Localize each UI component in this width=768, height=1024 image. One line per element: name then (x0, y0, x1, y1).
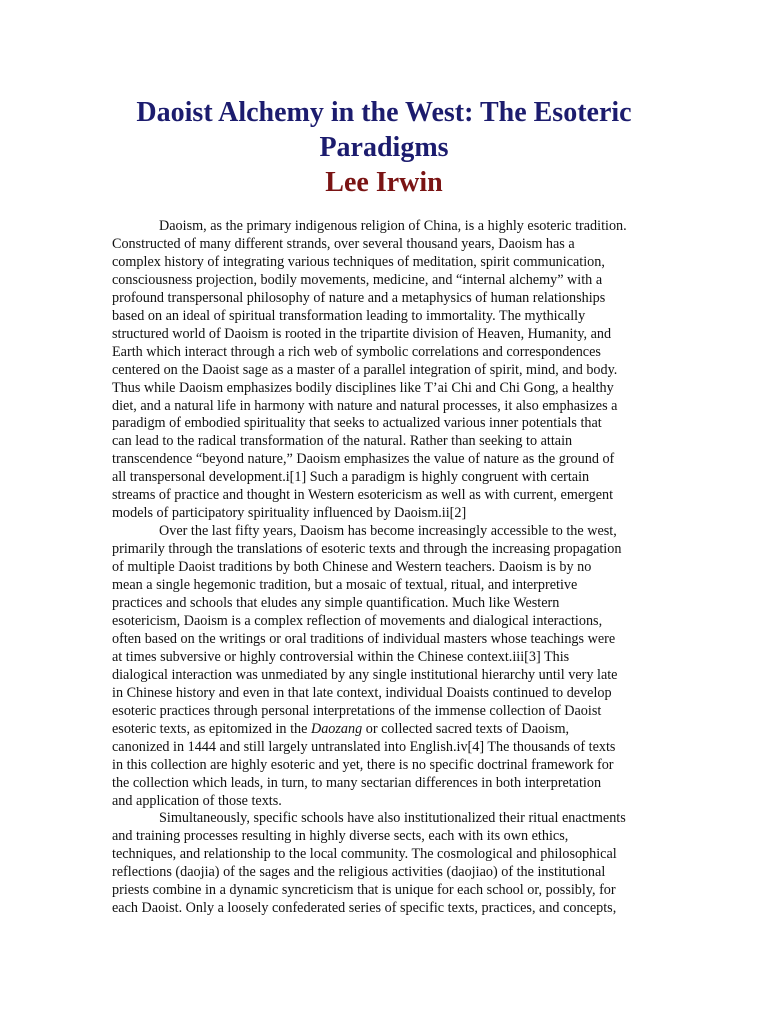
text-line: in Chinese history and even in that late context, individual Doaists continued to develop (112, 684, 612, 701)
text-line: dialogical interaction was unmediated by any single institutional hierarchy until very late (112, 666, 618, 683)
paragraph-1 (112, 218, 660, 523)
text-line: diet, and a natural life in harmony with nature and natural processes, it also emphasizes a (112, 397, 618, 414)
text-line: models of participatory spirituality influenced by Daoism.ii[2] (112, 505, 467, 522)
italic-title: Daozang (310, 720, 363, 737)
document-title-line-1: Daoist Alchemy in the West: The Esoteric (136, 97, 632, 128)
text-line: consciousness projection, bodily movements, medicine, and “internal alchemy” with a (112, 271, 603, 288)
author-name: Lee Irwin (325, 167, 443, 198)
text-line: techniques, and relationship to the local community. The cosmological and philosophical (112, 846, 617, 863)
text-line: reflections (daojia) of the sages and the religious activities (daojiao) of the institutional (112, 864, 606, 881)
text-line: each Daoist. Only a loosely confederated series of specific texts, practices, and concepts, (112, 900, 617, 917)
document-title-line-2: Paradigms (319, 132, 449, 163)
text-line: in this collection are highly esoteric and yet, there is no specific doctrinal framework for (112, 756, 614, 773)
text-line: often based on the writings or oral traditions of individual masters whose teachings were (112, 630, 616, 647)
text-line: centered on the Daoist sage as a master of a parallel integration of spirit, mind, and body. (112, 361, 618, 378)
text-line: of multiple Daoist traditions by both Chinese and Western teachers. Daoism is by no (112, 559, 592, 576)
text-line: paradigm of embodied spirituality that seeks to actualized various inner potentials that (112, 415, 602, 432)
text-line: esotericism, Daoism is a complex reflection of movements and dialogical interactions, (112, 612, 603, 629)
text-line: at times subversive or highly controversial within the Chinese context.iii[3] This (112, 648, 570, 665)
text-line: Simultaneously, specific schools have also institutionalized their ritual enactments (159, 810, 626, 827)
text-line: Earth which interact through a rich web of symbolic correlations and correspondences (112, 343, 601, 360)
text-line: and application of those texts. (112, 792, 282, 809)
text-line: primarily through the translations of esoteric texts and through the increasing propagation (112, 541, 622, 558)
text-line: Thus while Daoism emphasizes bodily disciplines like T’ai Chi and Chi Gong, a healthy (112, 379, 614, 396)
text-line: canonized in 1444 and still largely untranslated into English.iv[4] The thousands of texts (112, 738, 616, 755)
text-line: esoteric practices through personal interpretations of the immense collection of Daoist (112, 702, 602, 719)
text-line: and training processes resulting in highly diverse sects, each with its own ethics, (112, 828, 569, 845)
text-line: streams of practice and thought in Western esotericism as well as with current, emergent (112, 487, 614, 504)
text-line: Daoism, as the primary indigenous religion of China, is a highly esoteric tradition. (159, 218, 627, 234)
text-line: the collection which leads, in turn, to many sectarian differences in both interpretation (112, 774, 602, 791)
body-text (112, 218, 660, 918)
paragraph-2 (112, 523, 660, 810)
text-line: mean a single hegemonic tradition, but a mosaic of textual, ritual, and interpretive (112, 577, 578, 594)
text-line: complex history of integrating various techniques of meditation, spirit communication, (112, 253, 605, 270)
text-line: can lead to the radical transformation of the natural. Rather than seeking to attain (112, 433, 573, 450)
text-line: practices and schools that eludes any simple quantification. Much like Western (112, 595, 560, 612)
text-line: profound transpersonal philosophy of nature and a metaphysics of human relationships (112, 289, 606, 306)
text-line: based on an ideal of spiritual transformation leading to immortality. The mythically (112, 307, 586, 324)
text-run: or collected sacred texts of Daoism, (362, 720, 570, 737)
paragraph-3 (112, 810, 660, 918)
text-run: esoteric texts, as epitomized in the (112, 720, 311, 737)
text-line: structured world of Daoism is rooted in the tripartite division of Heaven, Humanity, and (112, 325, 612, 342)
text-line: transcendence “beyond nature,” Daoism emphasizes the value of nature as the ground of (112, 451, 615, 468)
text-line: Constructed of many different strands, over several thousand years, Daoism has a (112, 235, 575, 252)
title-block (100, 95, 668, 200)
text-line: all transpersonal development.i[1] Such a paradigm is highly congruent with certain (112, 469, 590, 486)
text-line-with-italic (112, 721, 660, 739)
text-line: priests combine in a dynamic syncreticism that is unique for each school or, possibly, for (112, 882, 616, 899)
text-line: Over the last fifty years, Daoism has become increasingly accessible to the west, (159, 523, 617, 540)
